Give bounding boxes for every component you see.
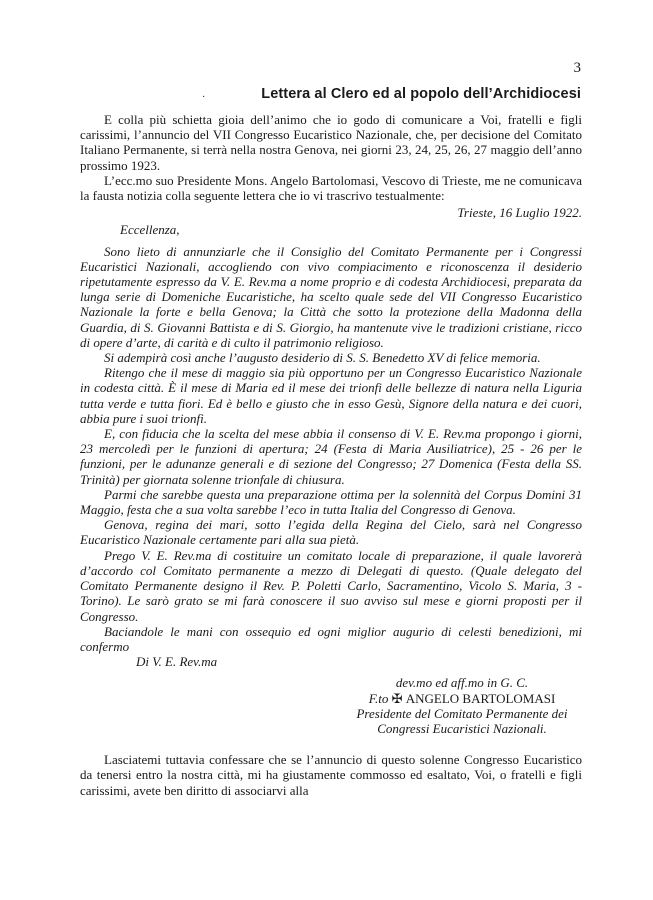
letter-paragraph: Ritengo che il mese di maggio sia più opportuno per un Congresso Eucaristico Nazionale in codesta città. È il mese di Maria ed il mese dei trionfi delle bellezze di natura nella Liguria tutta verde e tutta fiori. Ed è bello e giusto che in esso Gesù, Signore della natura e dei cuori, abbia pure i suoi trionfi. bbox=[80, 365, 582, 426]
quoted-letter bbox=[80, 205, 582, 736]
letter-date: Trieste, 16 Luglio 1922. bbox=[457, 205, 582, 221]
signature-line-4: Congressi Eucaristici Nazionali. bbox=[377, 720, 547, 736]
letter-paragraph: Sono lieto di annunziarle che il Consiglio del Comitato Permanente per i Congressi Eucaristici Nazionali, accogliendo con vivo compiacimento e riconoscenza il desiderio ripetutamente espresso da V. E. Rev.ma a nome proprio e di codesta Archidiocesi, preparata da lunga serie di Domeniche Eucaristiche, ha scelto quale sede del VII Congresso Eucaristico Nazionale la forte e bella Genova; la Città che sotto la protezione della Madonna della Guardia, di S. Giovanni Battista e di S. Giorgio, ha mantenute vive le tradizioni cristiane, ricco di opere d’arte, di carità e di culto il patrimonio religioso. bbox=[80, 243, 582, 350]
letter-paragraph: Genova, regina dei mari, sotto l’egida della Regina del Cielo, sarà nel Congresso Eucaristico Nazionale certamente pari alla sua pietà. bbox=[80, 517, 582, 548]
signature-line-2 bbox=[342, 691, 582, 706]
page-number: 3 bbox=[573, 60, 581, 76]
final-paragraph: Lasciatemi tuttavia confessare che se l’annuncio di questo solenne Congresso Eucaristico da tenersi entro la nostra città, mi ha giustamente commosso ed esaltato, Voi, o fratelli e figli carissimi, avete ben diritto di associarvi alla bbox=[80, 752, 582, 798]
stray-mark: · bbox=[202, 92, 206, 103]
cross-icon: ✠ bbox=[391, 690, 403, 706]
second-paragraph: L’ecc.mo suo Presidente Mons. Angelo Bartolomasi, Vescovo di Trieste, me ne comunicava la fausta notizia colla seguente lettera che io vi trascrivo testualmente: bbox=[80, 172, 582, 204]
page-title: Lettera al Clero ed al popolo dell’Archidiocesi bbox=[261, 86, 581, 102]
document-body bbox=[80, 112, 582, 798]
signature-prefix: F.to bbox=[368, 690, 389, 706]
signature-line-1: dev.mo ed aff.mo in G. C. bbox=[395, 675, 529, 691]
letter-paragraph: Prego V. E. Rev.ma di costituire un comitato locale di preparazione, il quale lavorerà d’accordo col Comitato permanente a mezzo di Delegati di questo. (Quale delegato del Comitato Permanente designo il Rev. P. Poletti Carlo, Sacramentino, Vicolo S. Maria, 3 - Torino). Le sarò grato se mi farà conoscere il suo avviso sul mese e giorni proposti per il Congresso. bbox=[80, 547, 582, 624]
intro-paragraph: E colla più schietta gioia dell’animo che io godo di comunicare a Voi, fratelli e figli carissimi, l’annuncio del VII Congresso Eucaristico Nazionale, che, per decisione del Comitato Italiano Permanente, si terrà nella nostra Genova, nei giorni 23, 24, 25, 26, 27 maggio dell’anno prossimo 1923. bbox=[80, 112, 582, 173]
signature-line-3: Presidente del Comitato Permanente dei bbox=[356, 705, 568, 721]
letter-paragraph: E, con fiducia che la scelta del mese abbia il consenso di V. E. Rev.ma propongo i giorni, 23 mercoledì per le funzioni di apertura; 24 (Festa di Maria Ausiliatrice), 25 - 26 per le funzioni, per le adunanze generali e di sezione del Congresso; 27 Domenica (Festa della SS. Trinità) per giornata solenne trionfale di chiusura. bbox=[80, 426, 582, 487]
letter-paragraph: Parmi che sarebbe questa una preparazione ottima per la solennità del Corpus Domini 31 Maggio, festa che a sua volta sarebbe l’eco in tutta Italia del Congresso di Genova. bbox=[80, 486, 582, 518]
letter-closing: Di V. E. Rev.ma bbox=[136, 654, 218, 670]
letter-paragraph: Si adempirà così anche l’augusto desiderio di S. S. Benedetto XV di felice memoria. bbox=[104, 350, 541, 366]
letter-paragraph: Baciandole le mani con ossequio ed ogni miglior augurio di celesti benedizioni, mi confermo bbox=[80, 623, 582, 654]
letter-salutation: Eccellenza, bbox=[120, 222, 180, 238]
signature-block bbox=[342, 675, 582, 736]
signatory-name: ANGELO BARTOLOMASI bbox=[405, 690, 556, 706]
